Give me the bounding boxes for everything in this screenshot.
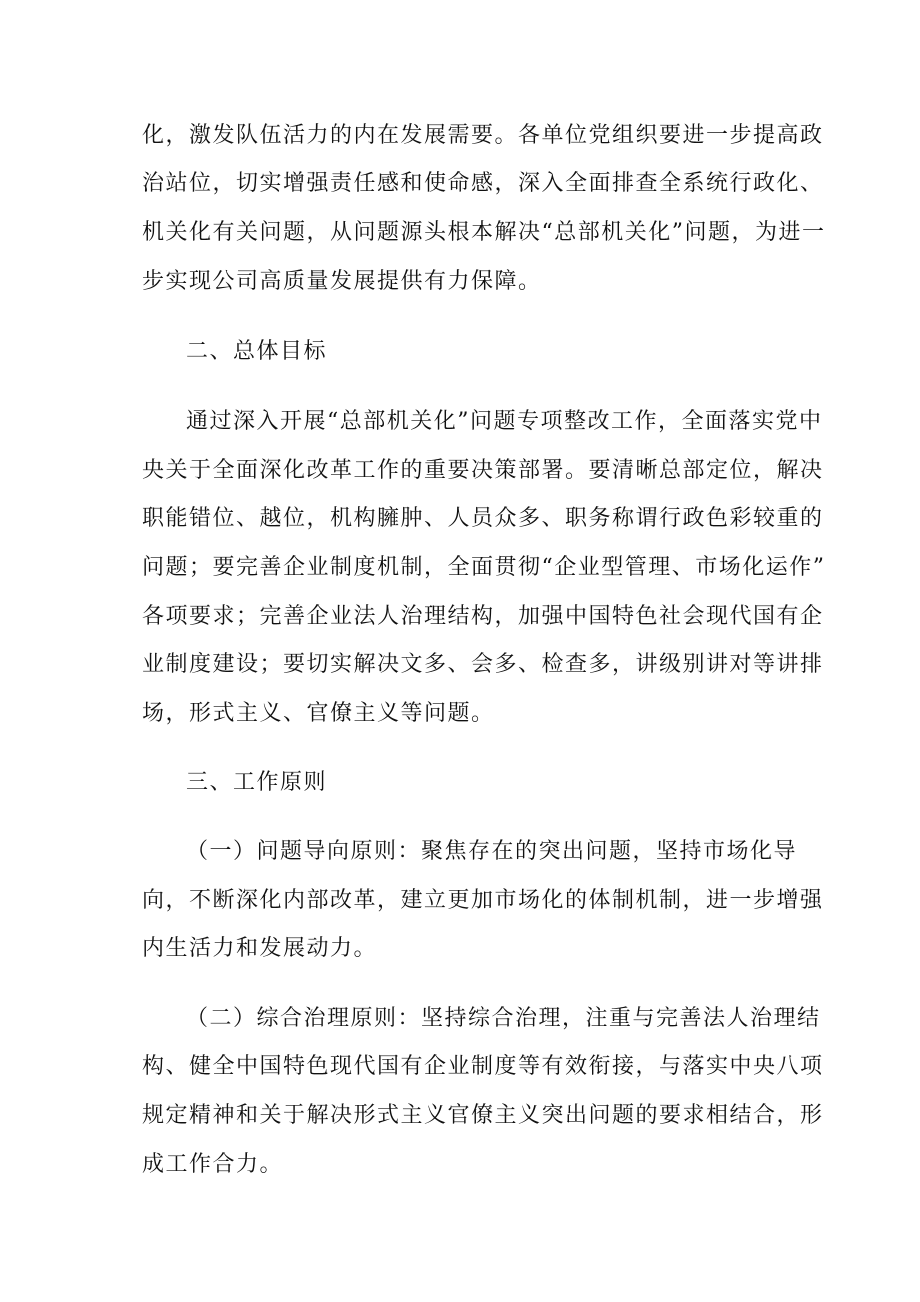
paragraph-line: 向，不断深化内部改革，建立更加市场化的体制机制，进一步增强 xyxy=(142,888,824,913)
paragraph-line: 构、健全中国特色现代国有企业制度等有效衔接，与落实中央八项 xyxy=(142,1054,824,1079)
paragraph-line: 职能错位、越位，机构臃肿、人员众多、职务称谓行政色彩较重的 xyxy=(142,506,824,531)
paragraph-line: 问题；要完善企业制度机制，全面贯彻“企业型管理、市场化运作” xyxy=(142,555,826,580)
paragraph-line: （二）综合治理原则：坚持综合治理，注重与完善法人治理结 xyxy=(186,1006,821,1031)
paragraph-line: 成工作合力。 xyxy=(142,1152,284,1177)
paragraph-line: 化，激发队伍活力的内在发展需要。各单位党组织要进一步提高政 xyxy=(142,123,824,148)
paragraph-line: 治站位，切实增强责任感和使命感，深入全面排查全系统行政化、 xyxy=(142,171,824,196)
paragraph-line: 央关于全面深化改革工作的重要决策部署。要清晰总部定位，解决 xyxy=(142,458,824,483)
paragraph-line: 内生活力和发展动力。 xyxy=(142,936,378,961)
paragraph-line: 机关化有关问题，从问题源头根本解决“总部机关化”问题，为进一 xyxy=(142,220,826,245)
paragraph-line: 规定精神和关于解决形式主义官僚主义突出问题的要求相结合，形 xyxy=(142,1103,824,1128)
paragraph-line: （一）问题导向原则：聚焦存在的突出问题，坚持市场化导 xyxy=(186,839,798,864)
section-heading-overall-goals: 二、总体目标 xyxy=(186,339,328,364)
paragraph-line: 场，形式主义、官僚主义等问题。 xyxy=(142,701,495,726)
paragraph-line: 业制度建设；要切实解决文多、会多、检查多，讲级别讲对等讲排 xyxy=(142,652,824,677)
paragraph-line: 步实现公司高质量发展提供有力保障。 xyxy=(142,269,542,294)
paragraph-line: 各项要求；完善企业法人治理结构，加强中国特色社会现代国有企 xyxy=(142,604,824,629)
section-heading-work-principles: 三、工作原则 xyxy=(186,770,328,795)
paragraph-line: 通过深入开展“总部机关化”问题专项整改工作，全面落实党中 xyxy=(186,409,823,434)
